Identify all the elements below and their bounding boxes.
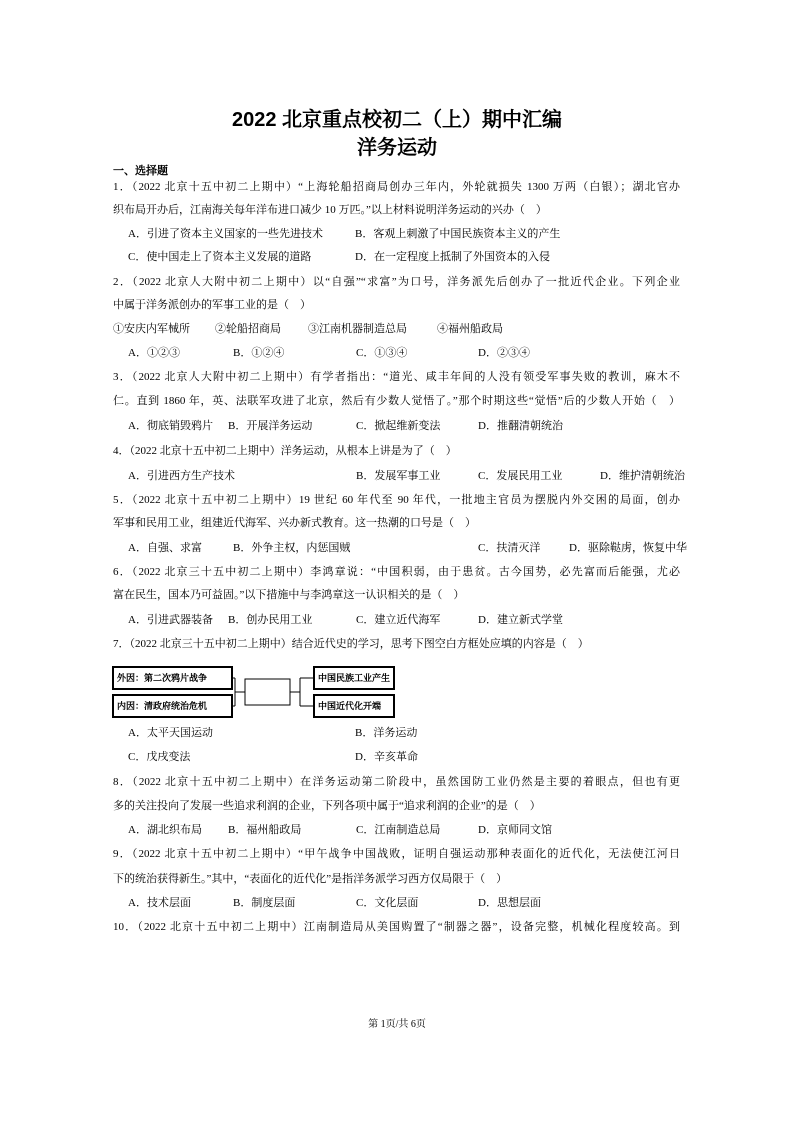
question-7-option-b: B．洋务运动: [355, 727, 418, 739]
question-1-option-c: C．使中国走上了资本主义发展的道路: [128, 251, 312, 263]
page-subtitle: 洋务运动: [357, 137, 437, 159]
question-6-option-a: A．引进武器装备: [128, 614, 213, 626]
question-5-stem-line-2: 军事和民用工业，组建近代海军、兴办新式教育。这一热潮的口号是（ ）: [113, 517, 476, 529]
question-1-stem-line-2: 织布局开办后，江南海关每年洋布进口减少 10 万匹。”以上材料说明洋务运动的兴办（ ）: [113, 204, 547, 216]
question-5-stem-line-1: 5．（2022 北京十五中初二上期中）19 世纪 60 年代至 90 年代，一批地主官员为摆脱内外交困的局面，创办: [113, 494, 680, 506]
question-8-option-c: C．江南制造总局: [356, 824, 441, 836]
diagram-blank-box: [245, 679, 290, 705]
section-heading: 一、选择题: [113, 165, 168, 177]
question-5-option-a: A．自强、求富: [128, 542, 202, 554]
question-1-stem-line-1: 1．（2022 北京十五中初二上期中）“上海轮船招商局创办三年内，外轮就损失 1300 万两（白银）；湖北官办: [113, 181, 680, 193]
diagram-label-modernization: 中国近代化开端: [318, 701, 382, 711]
question-2-stem-line-2: 中属于洋务派创办的军事工业的是（ ）: [113, 299, 311, 311]
question-2-option-c: C．①③④: [356, 347, 408, 359]
question-2-option-a: A．①②③: [128, 347, 180, 359]
question-1-option-b: B．客观上刺激了中国民族资本主义的产生: [355, 228, 561, 240]
question-8-stem-line-2: 多的关注投向了发展一些追求利润的企业，下列各项中属于“追求利润的企业”的是（ ）: [113, 800, 541, 812]
question-6-stem-line-1: 6．（2022 北京三十五中初二上期中）李鸿章说：“中国积弱，由于患贫。古今国势，必先富而后能强，尤必: [113, 566, 680, 578]
question-6-option-c: C．建立近代海军: [356, 614, 441, 626]
question-4-option-b: B．发展军事工业: [356, 470, 441, 482]
question-9-option-d: D．思想层面: [478, 897, 541, 909]
question-10-stem-line-1: 10．（2022 北京十五中初二上期中）江南制造局从美国购置了“制器之器”，设备完整，机械化程度较高。到: [113, 921, 680, 933]
question-3-stem-line-1: 3．（2022 北京人大附中初二上期中）有学者指出：“道光、咸丰年间的人没有领受军事失败的教训，麻木不: [113, 371, 680, 383]
page-footer: 第 1页/共 6页: [368, 1019, 426, 1030]
question-2-option-d: D．②③④: [478, 347, 530, 359]
question-9-option-b: B．制度层面: [233, 897, 296, 909]
question-4-option-c: C．发展民用工业: [478, 470, 563, 482]
question-1-option-a: A．引进了资本主义国家的一些先进技术: [128, 228, 323, 240]
question-7-option-d: D．辛亥革命: [355, 751, 418, 763]
question-2-item-3: ③江南机器制造总局: [308, 323, 407, 335]
question-8-option-b: B．福州船政局: [228, 824, 302, 836]
question-7-option-c: C．戊戌变法: [128, 751, 191, 763]
question-2-item-1: ①安庆内军械所: [113, 323, 190, 335]
diagram-label-external-cause: 外因：第二次鸦片战争: [117, 673, 208, 683]
question-7-stem-line-1: 7．（2022 北京三十五中初二上期中）结合近代史的学习，思考下图空白方框处应填的内容是（ ）: [113, 638, 589, 650]
question-4-stem-line-1: 4．（2022 北京十五中初二上期中）洋务运动，从根本上讲是为了（ ）: [113, 445, 457, 457]
question-7-diagram: [110, 662, 400, 722]
question-8-option-a: A．湖北织布局: [128, 824, 202, 836]
question-1-option-d: D．在一定程度上抵制了外国资本的入侵: [355, 251, 550, 263]
question-9-option-a: A．技术层面: [128, 897, 191, 909]
question-6-stem-line-2: 富在民生，国本乃可益固。”以下措施中与李鸿章这一认识相关的是（ ）: [113, 589, 465, 601]
question-2-item-2: ②轮船招商局: [215, 323, 281, 335]
question-3-option-a: A．彻底销毁鸦片: [128, 420, 213, 432]
question-7-option-a: A．太平天国运动: [128, 727, 213, 739]
question-3-option-c: C．掀起维新变法: [356, 420, 441, 432]
diagram-label-national-industry: 中国民族工业产生: [318, 673, 391, 683]
question-9-stem-line-1: 9．（2022 北京十五中初二上期中）“甲午战争中国战败，证明自强运动那种表面化的近代化，无法使江河日: [113, 848, 680, 860]
question-3-option-d: D．推翻清朝统治: [478, 420, 563, 432]
question-6-option-b: B．创办民用工业: [228, 614, 313, 626]
question-2-item-4: ④福州船政局: [437, 323, 503, 335]
question-9-option-c: C．文化层面: [356, 897, 419, 909]
question-4-option-d: D．维护清朝统治: [600, 470, 685, 482]
question-8-option-d: D．京师同文馆: [478, 824, 552, 836]
question-6-option-d: D．建立新式学堂: [478, 614, 563, 626]
question-5-option-c: C．扶清灭洋: [478, 542, 541, 554]
question-8-stem-line-1: 8．（2022 北京十五中初二上期中）在洋务运动第二阶段中，虽然国防工业仍然是主要的着眼点，但也有更: [113, 776, 680, 788]
page-title: 2022 北京重点校初二（上）期中汇编: [231, 109, 563, 131]
question-2-option-b: B．①②④: [233, 347, 285, 359]
question-5-option-d: D．驱除鞑虏，恢复中华: [569, 542, 687, 554]
question-3-option-b: B．开展洋务运动: [228, 420, 313, 432]
question-9-stem-line-2: 下的统治获得新生。”其中，“表面化的近代化”是指洋务派学习西方仅局限于（ ）: [113, 873, 508, 885]
question-4-option-a: A．引进西方生产技术: [128, 470, 235, 482]
question-5-option-b: B．外争主权，内惩国贼: [233, 542, 351, 554]
diagram-label-internal-cause: 内因：清政府统治危机: [117, 701, 208, 711]
question-2-stem-line-1: 2．（2022 北京人大附中初二上期中）以“自强”“求富”为口号，洋务派先后创办了一批近代企业。下列企业: [113, 276, 680, 288]
question-3-stem-line-2: 仁。直到 1860 年，英、法联军攻进了北京，然后有少数人觉悟了。”那个时期这些“觉悟”后的少数人开始（ ）: [113, 395, 680, 407]
